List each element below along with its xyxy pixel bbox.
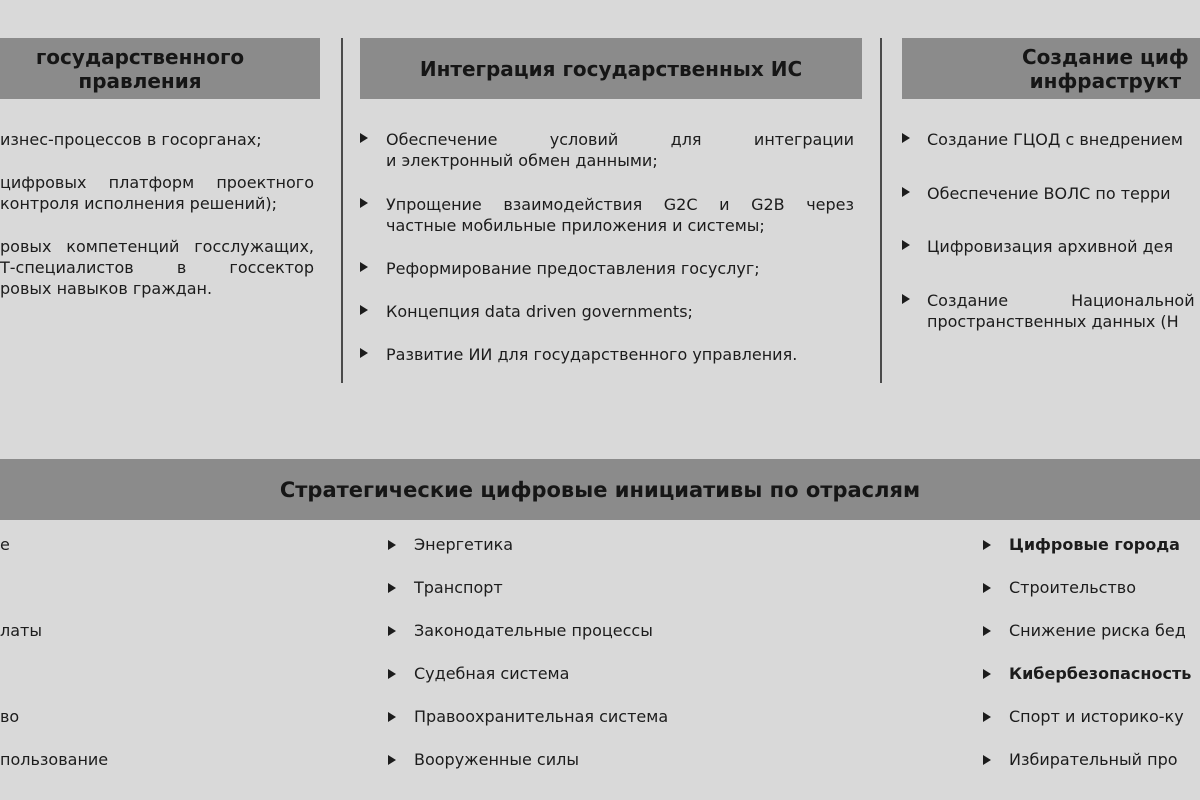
triangle-bullet-icon (983, 755, 991, 765)
sector-item: Судебная система (414, 664, 570, 683)
column-1-title-line-1: государственного (35, 44, 245, 69)
column-2-item (386, 194, 854, 236)
sectors-banner (0, 459, 1200, 520)
triangle-bullet-icon (983, 540, 991, 550)
column-2-header (360, 38, 862, 99)
triangle-bullet-icon (388, 712, 396, 722)
triangle-bullet-icon (360, 262, 368, 272)
item-text: Создание ГЦОД с внедрением (927, 130, 1183, 149)
triangle-bullet-icon (902, 294, 910, 304)
item-text: Концепция data driven governments; (386, 302, 693, 321)
triangle-bullet-icon (902, 187, 910, 197)
column-3-item (927, 236, 1173, 257)
column-3-item (927, 290, 1200, 332)
column-3-title-line-2: инфраструкт (1029, 68, 1182, 93)
triangle-bullet-icon (902, 240, 910, 250)
sector-item: Вооруженные силы (414, 750, 579, 769)
triangle-bullet-icon (388, 755, 396, 765)
triangle-bullet-icon (983, 626, 991, 636)
triangle-bullet-icon (388, 669, 396, 679)
triangle-bullet-icon (902, 133, 910, 143)
sector-item: Избирательный про (1009, 750, 1178, 769)
triangle-bullet-icon (983, 669, 991, 679)
column-3-item (927, 129, 1183, 150)
triangle-bullet-icon (360, 348, 368, 358)
sector-item: во (0, 707, 20, 726)
item-text: и электронный обмен данными; (386, 151, 658, 170)
column-1-item (0, 236, 314, 299)
item-text: Упрощение взаимодействия G2C и G2B через (386, 195, 854, 214)
item-text: Создание Национальной (927, 291, 1195, 310)
column-divider (880, 38, 882, 383)
triangle-bullet-icon (360, 305, 368, 315)
item-text: Цифровизация архивной дея (927, 237, 1174, 256)
sector-item: Кибербезопасность (1009, 664, 1192, 683)
item-text: Развитие ИИ для государственного управления. (386, 345, 798, 364)
triangle-bullet-icon (388, 540, 396, 550)
sector-item: Строительство (1009, 578, 1136, 597)
sector-item: Спорт и историко-ку (1009, 707, 1184, 726)
item-text: контроля исполнения решений); (0, 194, 278, 213)
item-text: пространственных данных (Н (927, 312, 1179, 331)
item-text: Реформирование предоставления госуслуг; (386, 259, 760, 278)
column-1-title-line-2: правления (78, 68, 202, 93)
sector-item: Правоохранительная система (414, 707, 669, 726)
sector-item: Транспорт (414, 578, 503, 597)
sector-item: е (0, 535, 10, 554)
sector-item: Законодательные процессы (414, 621, 653, 640)
column-3-header (902, 38, 1200, 99)
column-2-item (386, 258, 760, 279)
triangle-bullet-icon (388, 626, 396, 636)
column-2-item (386, 344, 797, 365)
column-2-item (386, 129, 854, 171)
item-text: ровых компетенций госслужащих, (0, 237, 314, 256)
sector-item: латы (0, 621, 42, 640)
item-text: частные мобильные приложения и системы; (386, 216, 765, 235)
sector-item: Цифровые города (1009, 535, 1180, 554)
column-2-title: Интеграция государственных ИС (419, 56, 803, 81)
column-1-header (0, 38, 320, 99)
triangle-bullet-icon (983, 583, 991, 593)
item-text: цифровых платформ проектного (0, 173, 314, 192)
triangle-bullet-icon (360, 198, 368, 208)
item-text: ровых навыков граждан. (0, 279, 213, 298)
triangle-bullet-icon (360, 133, 368, 143)
sectors-banner-title: Стратегические цифровые инициативы по отраслям (279, 477, 921, 502)
sector-item: пользование (0, 750, 109, 769)
sector-item: Снижение риска бед (1009, 621, 1186, 640)
column-1-item (0, 172, 314, 214)
item-text: Обеспечение условий для интеграции (386, 130, 854, 149)
column-3-item (927, 183, 1171, 204)
column-1-item (0, 129, 315, 150)
triangle-bullet-icon (388, 583, 396, 593)
column-3-title-line-1: Создание циф (1022, 44, 1189, 69)
item-text: изнес-процессов в госорганах; (0, 130, 262, 149)
triangle-bullet-icon (983, 712, 991, 722)
item-text: Обеспечение ВОЛС по терри (927, 184, 1171, 203)
column-2-item (386, 301, 693, 322)
column-divider (341, 38, 343, 383)
sector-item: Энергетика (414, 535, 514, 554)
item-text: Т-специалистов в госсектор (0, 258, 314, 277)
